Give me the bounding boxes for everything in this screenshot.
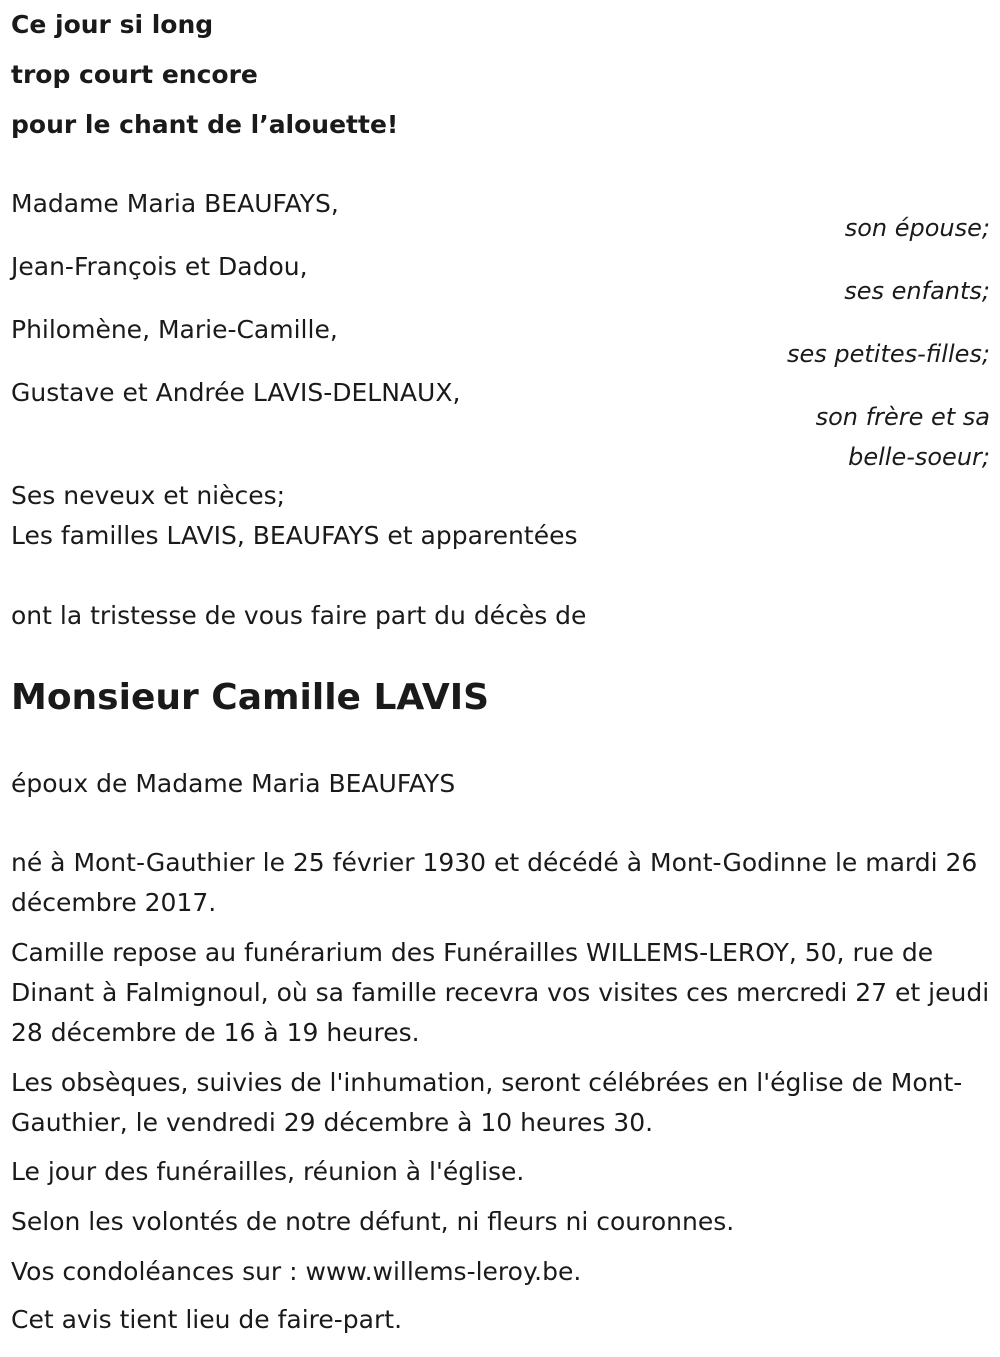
family-member-relation: ses petites-filles; — [786, 340, 990, 368]
poem-line-3: pour le chant de l’alouette! — [11, 110, 399, 139]
repose-paragraph: Camille repose au funérarium des Funérailles WILLEMS-LEROY, 50, rue de Dinant à Falmignoul, où sa famille recevra vos visites ces mercredi 27 et jeudi 28 décembre de 16 à 19 heures. — [11, 938, 990, 1047]
family-member-relation: belle-soeur; — [848, 443, 990, 471]
spouse-line: époux de Madame Maria BEAUFAYS — [11, 769, 456, 798]
family-member-names: Gustave et Andrée LAVIS-DELNAUX, — [11, 378, 461, 407]
poem-line-2: trop court encore — [11, 60, 258, 89]
nephews-line: Ses neveux et nièces; — [11, 481, 286, 510]
deceased-name: Monsieur Camille LAVIS — [11, 677, 490, 718]
flowers-paragraph: Selon les volontés de notre défunt, ni fleurs ni couronnes. — [11, 1207, 735, 1236]
family-member-relation: ses enfants; — [844, 277, 990, 305]
obseques-paragraph: Les obsèques, suivies de l'inhumation, seront célébrées en l'église de Mont-Gauthier, le vendredi 29 décembre à 10 heures 30. — [11, 1068, 963, 1137]
families-line: Les familles LAVIS, BEAUFAYS et apparentées — [11, 521, 578, 550]
reunion-paragraph: Le jour des funérailles, réunion à l'église. — [11, 1157, 525, 1186]
birth-death-paragraph: né à Mont-Gauthier le 25 février 1930 et décédé à Mont-Godinne le mardi 26 décembre 2017. — [11, 848, 978, 917]
condolences-paragraph: Vos condoléances sur : www.willems-leroy.be. — [11, 1257, 582, 1286]
family-member-names: Philomène, Marie-Camille, — [11, 315, 338, 344]
announcement: ont la tristesse de vous faire part du décès de — [11, 601, 587, 630]
family-member-names: Madame Maria BEAUFAYS, — [11, 189, 339, 218]
family-member-names: Jean-François et Dadou, — [11, 252, 308, 281]
poem-line-1: Ce jour si long — [11, 10, 214, 39]
family-member-relation: son épouse; — [844, 214, 990, 242]
family-member-relation: son frère et sa — [815, 403, 990, 431]
notice-paragraph: Cet avis tient lieu de faire-part. — [11, 1305, 403, 1334]
